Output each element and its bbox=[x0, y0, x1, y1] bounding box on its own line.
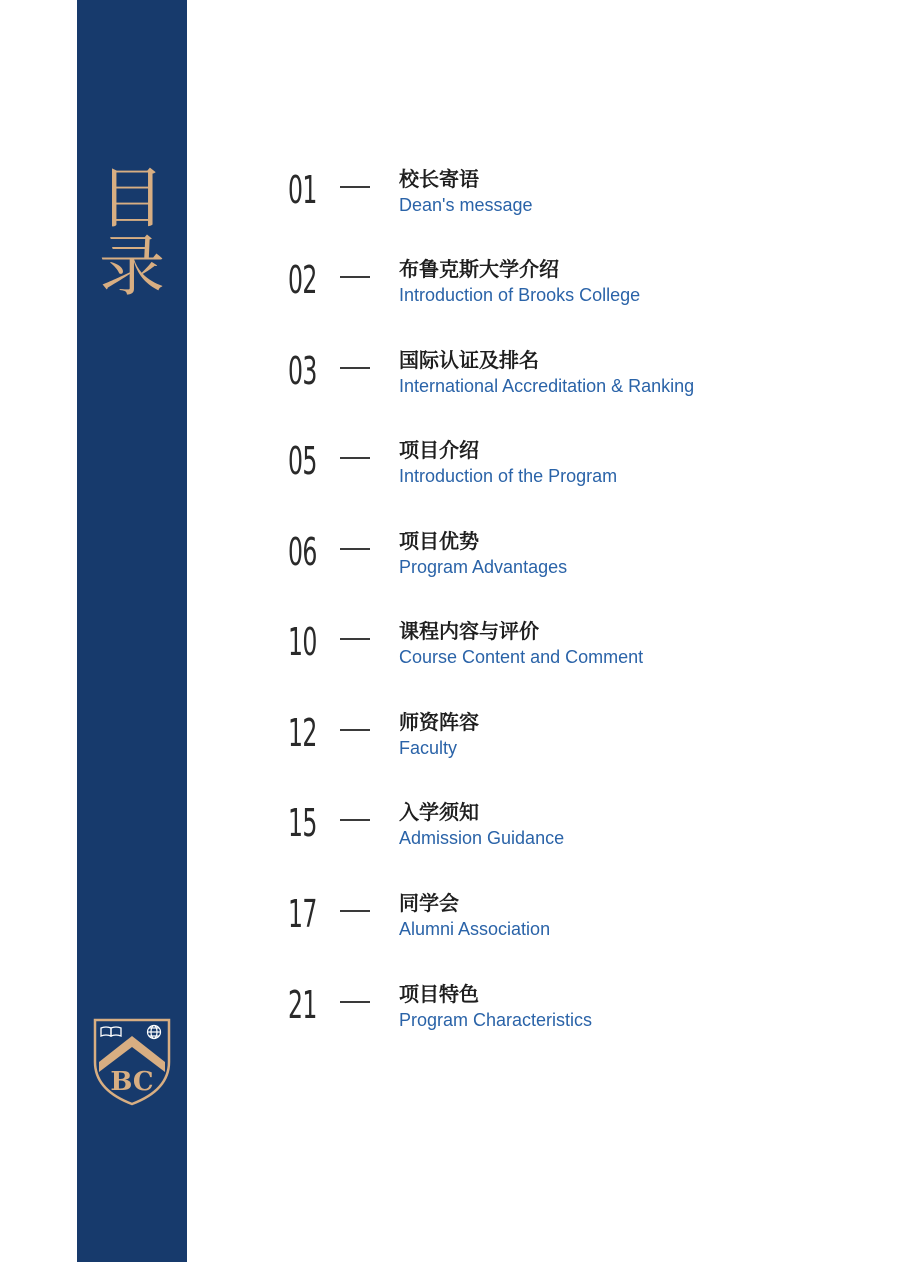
toc-item-03[interactable] bbox=[288, 343, 848, 413]
page-title bbox=[77, 160, 187, 305]
toc-title-cn: 项目优势 bbox=[399, 529, 479, 553]
toc-title-cn: 课程内容与评价 bbox=[399, 619, 539, 643]
svg-text:BC: BC bbox=[110, 1067, 154, 1097]
toc-dash bbox=[340, 367, 370, 369]
toc-title-cn: 入学须知 bbox=[399, 800, 479, 824]
toc-title-cn: 同学会 bbox=[399, 891, 459, 915]
toc-page-number: 17 bbox=[288, 892, 317, 936]
toc-page-number: 10 bbox=[288, 620, 317, 664]
toc-item-12[interactable] bbox=[288, 705, 848, 775]
toc-item-06[interactable] bbox=[288, 524, 848, 594]
toc-item-17[interactable] bbox=[288, 886, 848, 956]
toc-dash bbox=[340, 548, 370, 550]
toc-title-cn: 项目介绍 bbox=[399, 438, 479, 462]
toc-page-number: 05 bbox=[288, 439, 317, 483]
toc-page-number: 21 bbox=[288, 983, 317, 1027]
toc-page-number: 03 bbox=[288, 349, 317, 393]
toc-item-01[interactable] bbox=[288, 162, 848, 232]
toc-item-02[interactable] bbox=[288, 252, 848, 322]
toc-dash bbox=[340, 457, 370, 459]
title-char-2: 录 bbox=[99, 228, 165, 305]
toc-item-10[interactable] bbox=[288, 614, 848, 684]
toc-page-number: 12 bbox=[288, 711, 317, 755]
toc-item-15[interactable] bbox=[288, 795, 848, 865]
toc-page-number: 06 bbox=[288, 530, 317, 574]
toc-dash bbox=[340, 638, 370, 640]
toc-item-21[interactable] bbox=[288, 977, 848, 1047]
toc-title-cn: 校长寄语 bbox=[399, 167, 479, 191]
toc-dash bbox=[340, 729, 370, 731]
toc-title-en: Course Content and Comment bbox=[399, 647, 644, 667]
sidebar bbox=[77, 0, 187, 1262]
toc-title-cn: 国际认证及排名 bbox=[399, 348, 539, 372]
toc-title-en: International Accreditation & Ranking bbox=[399, 376, 695, 396]
toc-dash bbox=[340, 1001, 370, 1003]
toc-dash bbox=[340, 276, 370, 278]
toc-dash bbox=[340, 910, 370, 912]
toc-page-number: 01 bbox=[288, 168, 317, 212]
toc-title-en: Faculty bbox=[399, 738, 458, 758]
toc-title-en: Introduction of Brooks College bbox=[399, 285, 641, 305]
toc-page-number: 15 bbox=[288, 801, 317, 845]
toc-title-cn: 布鲁克斯大学介绍 bbox=[399, 257, 559, 281]
toc-item-05[interactable] bbox=[288, 433, 848, 503]
toc-title-cn: 师资阵容 bbox=[399, 710, 479, 734]
toc-dash bbox=[340, 819, 370, 821]
toc-page-number: 02 bbox=[288, 258, 317, 302]
title-char-1: 目 bbox=[99, 160, 165, 237]
toc-title-en: Program Advantages bbox=[399, 557, 568, 577]
college-crest-icon bbox=[93, 1018, 171, 1106]
toc-title-en: Dean's message bbox=[399, 195, 533, 215]
toc-title-en: Program Characteristics bbox=[399, 1010, 593, 1030]
toc-title-en: Alumni Association bbox=[399, 919, 551, 939]
toc-title-en: Introduction of the Program bbox=[399, 466, 618, 486]
toc-dash bbox=[340, 186, 370, 188]
toc-title-en: Admission Guidance bbox=[399, 828, 565, 848]
toc-title-cn: 项目特色 bbox=[399, 982, 479, 1006]
